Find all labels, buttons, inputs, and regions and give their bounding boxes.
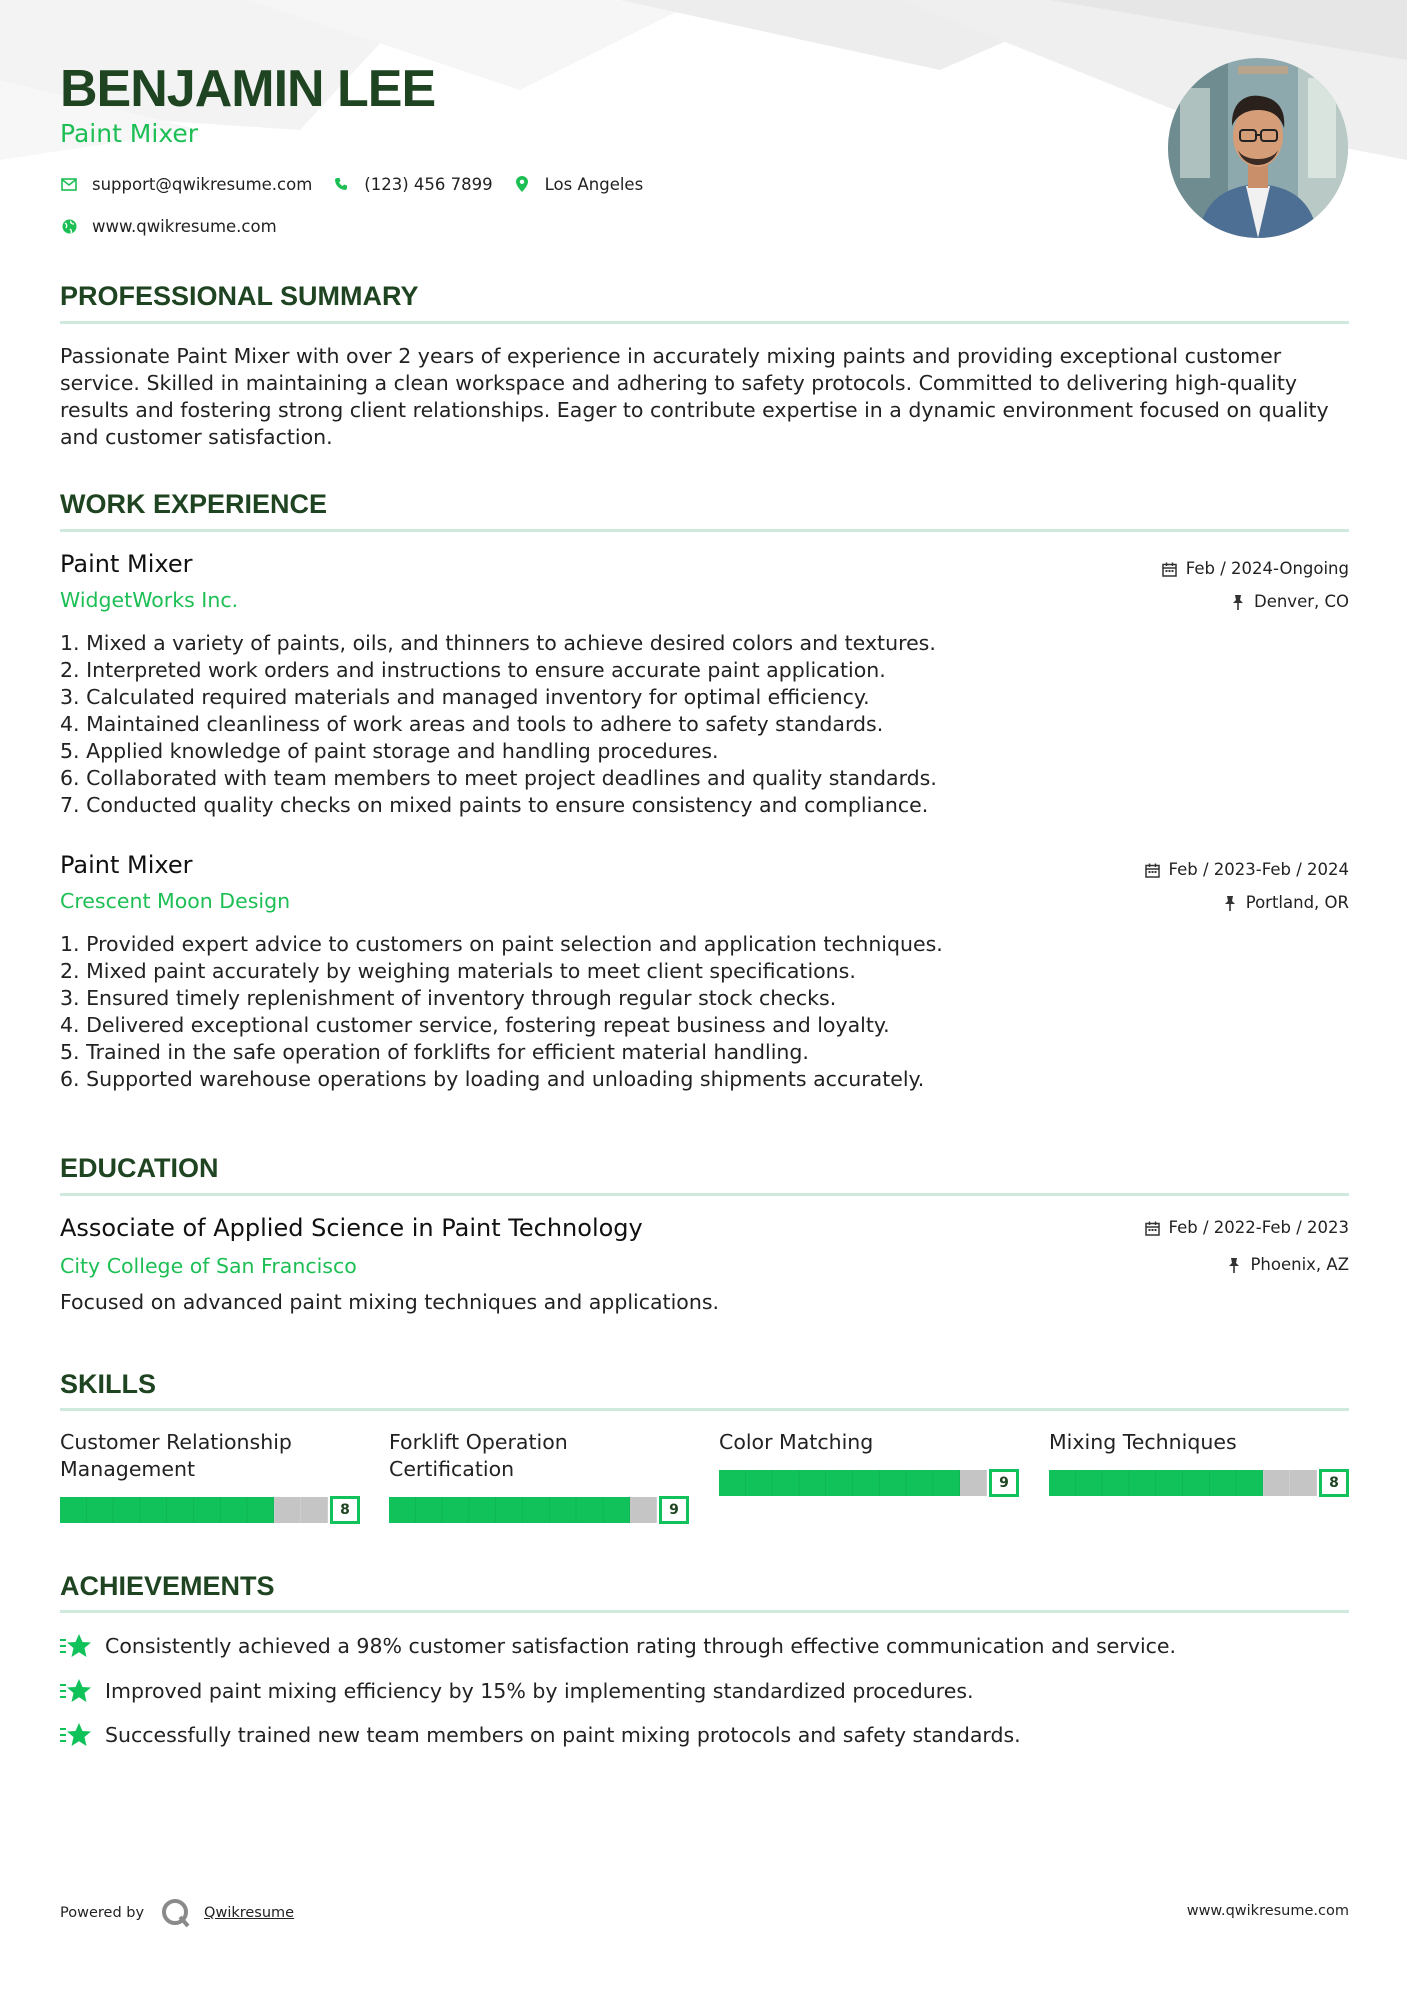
education-description: Focused on advanced paint mixing techniques and applications. — [60, 1290, 720, 1314]
contact-row — [60, 172, 663, 196]
email-text: support@qwikresume.com — [92, 174, 313, 194]
achievement-text: Improved paint mixing efficiency by 15% by implementing standardized procedures. — [105, 1679, 974, 1703]
skill-name: Customer Relationship Management — [60, 1430, 292, 1481]
job-responsibilities — [60, 630, 1160, 819]
pushpin-icon — [1230, 594, 1246, 610]
candidate-name: BENJAMIN LEE — [60, 60, 436, 118]
skill-bar-fill — [1049, 1470, 1263, 1496]
contact-location — [513, 175, 644, 194]
skill-item — [719, 1429, 1019, 1491]
skill-bar-fill — [60, 1497, 274, 1523]
job-location — [1222, 892, 1349, 914]
phone-text: (123) 456 7899 — [364, 174, 493, 194]
responsibility-item: 2. Interpreted work orders and instructions to ensure accurate paint application. — [60, 658, 886, 682]
section-divider — [60, 1193, 1349, 1196]
section-divider — [60, 1610, 1349, 1613]
skill-bar-track — [60, 1497, 328, 1523]
skill-bar-fill — [719, 1470, 960, 1496]
section-divider — [60, 529, 1349, 532]
responsibility-item: 4. Maintained cleanliness of work areas and tools to adhere to safety standards. — [60, 712, 884, 736]
location-text: Los Angeles — [544, 174, 644, 194]
profile-photo — [1168, 58, 1348, 238]
skill-item — [1049, 1429, 1349, 1491]
qwikresume-link[interactable]: Qwikresume — [204, 1905, 295, 1921]
skill-level-bar — [60, 1495, 360, 1521]
section-title-summary: PROFESSIONAL SUMMARY — [60, 281, 419, 311]
job-location-text: Denver, CO — [1253, 592, 1349, 611]
job-title: Paint Mixer — [60, 550, 193, 578]
skill-name: Mixing Techniques — [1049, 1430, 1237, 1454]
powered-by-label: Powered by — [60, 1905, 145, 1921]
education-school: City College of San Francisco — [60, 1254, 357, 1278]
education-dates-text: Feb / 2022-Feb / 2023 — [1168, 1218, 1349, 1237]
calendar-icon — [1145, 1220, 1161, 1236]
skill-bar-track — [719, 1470, 987, 1496]
pushpin-icon — [1222, 895, 1238, 911]
skill-level-bar — [389, 1495, 689, 1521]
job-responsibilities — [60, 931, 1160, 1093]
job-company: Crescent Moon Design — [60, 889, 291, 913]
calendar-icon — [1145, 862, 1161, 878]
responsibility-item: 6. Collaborated with team members to meet project deadlines and quality standards. — [60, 766, 937, 790]
responsibility-item: 6. Supported warehouse operations by loading and unloading shipments accurately. — [60, 1067, 925, 1091]
contact-row-website — [60, 214, 297, 238]
map-pin-icon — [513, 175, 531, 193]
star-icon — [60, 1721, 92, 1749]
achievement-item — [60, 1721, 1021, 1749]
skill-item — [389, 1429, 689, 1518]
responsibility-item: 5. Applied knowledge of paint storage and handling procedures. — [60, 739, 719, 763]
responsibility-item: 1. Mixed a variety of paints, oils, and thinners to achieve desired colors and textures. — [60, 631, 936, 655]
skill-name: Forklift Operation Certification — [389, 1430, 568, 1481]
contact-website[interactable] — [60, 217, 277, 236]
job-dates-text: Feb / 2024-Ongoing — [1185, 559, 1349, 578]
responsibility-item: 1. Provided expert advice to customers on paint selection and application techniques. — [60, 932, 943, 956]
responsibility-item: 3. Calculated required materials and managed inventory for optimal efficiency. — [60, 685, 870, 709]
job-dates — [1162, 558, 1349, 580]
skill-score: 8 — [1319, 1469, 1349, 1497]
skill-item — [60, 1429, 360, 1518]
pushpin-icon — [1226, 1257, 1242, 1273]
website-text: www.qwikresume.com — [92, 216, 277, 236]
job-location — [1230, 591, 1349, 613]
responsibility-item: 2. Mixed paint accurately by weighing materials to meet client specifications. — [60, 959, 856, 983]
phone-icon — [332, 175, 350, 193]
footer-branding — [60, 1897, 294, 1929]
job-title: Paint Mixer — [60, 851, 193, 879]
skill-score: 8 — [330, 1496, 360, 1524]
section-title-experience: WORK EXPERIENCE — [60, 489, 328, 519]
calendar-icon — [1162, 561, 1178, 577]
job-dates — [1145, 859, 1349, 881]
responsibility-item: 5. Trained in the safe operation of forklifts for efficient material handling. — [60, 1040, 809, 1064]
job-location-text: Portland, OR — [1245, 893, 1349, 912]
skill-bar-track — [1049, 1470, 1317, 1496]
candidate-title: Paint Mixer — [60, 119, 199, 148]
achievement-item — [60, 1632, 1176, 1660]
education-location — [1226, 1254, 1349, 1276]
section-title-achievements: ACHIEVEMENTS — [60, 1571, 275, 1601]
contact-email[interactable] — [60, 175, 312, 194]
section-title-education: EDUCATION — [60, 1153, 219, 1183]
contact-phone[interactable] — [332, 175, 492, 194]
education-dates — [1145, 1217, 1349, 1239]
skill-level-bar — [719, 1468, 1019, 1494]
section-divider — [60, 321, 1349, 324]
skill-bar-fill — [389, 1497, 630, 1523]
responsibility-item: 3. Ensured timely replenishment of inventory through regular stock checks. — [60, 986, 837, 1010]
envelope-icon — [60, 175, 78, 193]
skill-bar-track — [389, 1497, 657, 1523]
footer-website[interactable]: www.qwikresume.com — [1186, 1903, 1349, 1919]
globe-icon — [60, 217, 78, 235]
skill-score: 9 — [989, 1469, 1019, 1497]
responsibility-item: 7. Conducted quality checks on mixed paints to ensure consistency and compliance. — [60, 793, 929, 817]
education-degree: Associate of Applied Science in Paint Technology — [60, 1214, 643, 1242]
summary-text: Passionate Paint Mixer with over 2 years of experience in accurately mixing paints and providing exceptional customer service. Skilled in maintaining a clean workspace and adhering to safety protocols. Committed to delivering high-quality results and fostering strong client relationships. Eager to contribute expertise in a dynamic environment focused on quality and customer satisfaction. — [60, 344, 1329, 449]
qwikresume-logo-icon — [160, 1897, 192, 1929]
skill-level-bar — [1049, 1468, 1349, 1494]
job-dates-text: Feb / 2023-Feb / 2024 — [1168, 860, 1349, 879]
star-icon — [60, 1632, 92, 1660]
skill-score: 9 — [659, 1496, 689, 1524]
section-divider — [60, 1408, 1349, 1411]
section-title-skills: SKILLS — [60, 1369, 157, 1399]
star-icon — [60, 1677, 92, 1705]
achievement-text: Consistently achieved a 98% customer satisfaction rating through effective communication and service. — [105, 1634, 1177, 1658]
skill-name: Color Matching — [719, 1430, 874, 1454]
achievement-item — [60, 1677, 974, 1705]
education-location-text: Phoenix, AZ — [1250, 1255, 1349, 1274]
achievement-text: Successfully trained new team members on paint mixing protocols and safety standards. — [105, 1723, 1021, 1747]
job-company: WidgetWorks Inc. — [60, 588, 239, 612]
responsibility-item: 4. Delivered exceptional customer service, fostering repeat business and loyalty. — [60, 1013, 890, 1037]
